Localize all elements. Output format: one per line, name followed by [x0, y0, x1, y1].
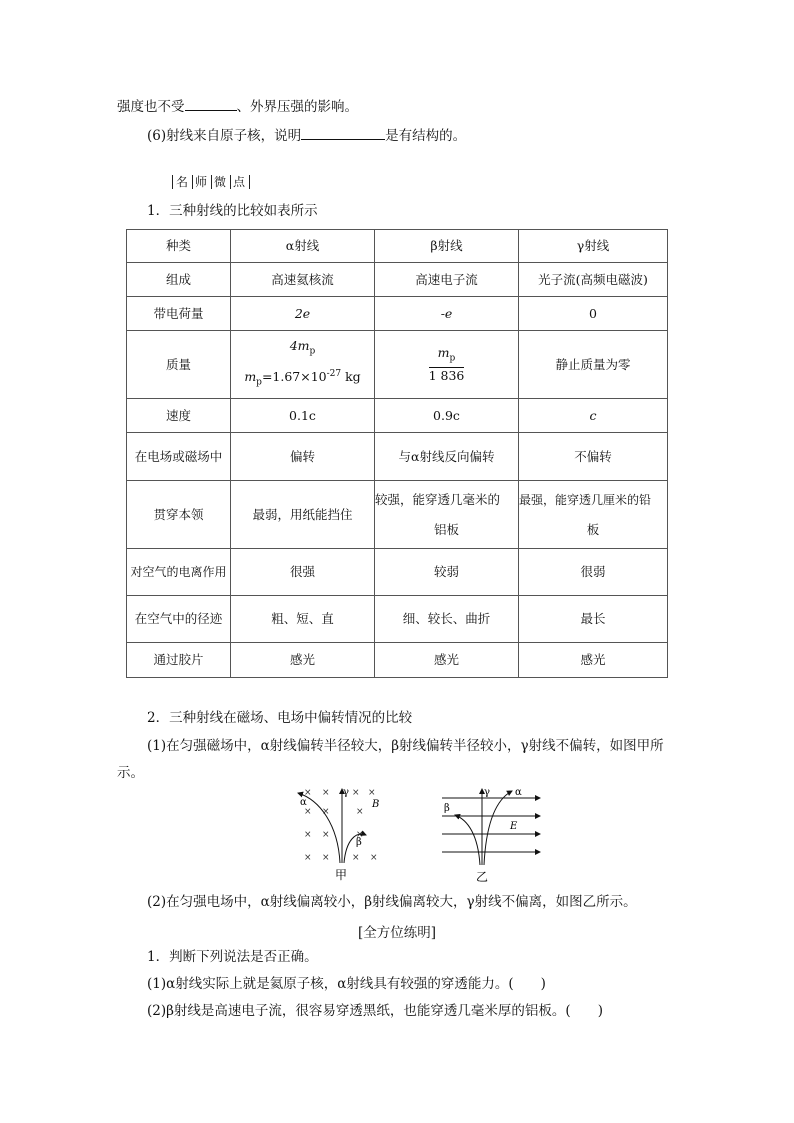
- para-2: (2)在匀强电场中，α射线偏离较小，β射线偏离较大，γ射线不偏离，如图乙所示。: [147, 894, 637, 910]
- table-cell: 高速氦核流: [231, 263, 375, 297]
- cell-line: 板: [586, 521, 600, 537]
- svg-text:×: ×: [368, 788, 376, 798]
- figure-caption-right: 乙: [476, 870, 489, 884]
- question-intro: 1．判断下列说法是否正确。: [147, 949, 318, 965]
- svg-text:×: ×: [356, 830, 364, 840]
- row-label: 速度: [127, 399, 231, 433]
- table-cell: 偏转: [231, 433, 375, 481]
- svg-text:×: ×: [322, 788, 330, 798]
- table-cell: 最弱，用纸能挡住: [231, 481, 375, 549]
- table-cell: [519, 481, 668, 549]
- table-header-row: [127, 230, 668, 263]
- svg-text:×: ×: [322, 807, 330, 817]
- beta-mass-cell: [375, 331, 519, 399]
- table-row-mass: [127, 331, 668, 399]
- table-row: [127, 643, 668, 678]
- mass-text: m: [244, 369, 257, 385]
- table-cell: 2e: [231, 297, 375, 331]
- svg-text:×: ×: [322, 853, 330, 863]
- table-cell: [375, 399, 519, 433]
- table-cell: -e: [375, 297, 519, 331]
- para-1-line-1: (1)在匀强磁场中，α射线偏转半径较大，β射线偏转半径较小，γ射线不偏转，如图甲所: [147, 738, 664, 754]
- fill-blank[interactable]: [185, 96, 237, 111]
- table-cell: 感光: [519, 643, 668, 678]
- intro-text: 、外界压强的影响。: [236, 99, 358, 115]
- alpha-label: α: [300, 797, 307, 808]
- table-cell: 0: [519, 297, 668, 331]
- mass-unit: kg: [345, 369, 361, 385]
- svg-text:×: ×: [352, 853, 360, 863]
- gamma-label: γ: [343, 787, 349, 798]
- tag-char: 微: [211, 175, 231, 189]
- svg-text:×: ×: [304, 853, 312, 863]
- gamma-label: γ: [484, 787, 490, 798]
- fraction-sub: p: [449, 353, 456, 364]
- table-cell: c: [519, 399, 668, 433]
- table-row: [127, 399, 668, 433]
- intro-text: (6)射线来自原子核，说明: [147, 128, 302, 144]
- practice-title: [全方位练明]: [357, 925, 437, 941]
- svg-text:×: ×: [370, 853, 378, 863]
- intro-line-1: [117, 96, 358, 116]
- para-1-line-2: 示。: [117, 765, 144, 781]
- table-cell: 较弱: [375, 549, 519, 596]
- svg-text:×: ×: [352, 788, 360, 798]
- tag-char: 点: [230, 175, 250, 189]
- svg-text:×: ×: [304, 830, 312, 840]
- field-E-label: E: [510, 821, 518, 832]
- fraction-den: 1 836: [428, 367, 465, 383]
- table-row: [127, 297, 668, 331]
- table-cell: 不偏转: [519, 433, 668, 481]
- row-label: 对空气的电离作用: [127, 549, 231, 596]
- mass-exp: -27: [326, 368, 342, 379]
- tag-char: 名: [172, 175, 193, 189]
- section-2-title: 2．三种射线在磁场、电场中偏转情况的比较: [147, 710, 413, 726]
- row-label: 质量: [127, 331, 231, 399]
- row-label: 在电场或磁场中: [127, 433, 231, 481]
- header-cell: 种类: [127, 230, 231, 263]
- question-1: (1)α射线实际上就是氦原子核，α射线具有较强的穿透能力。( ): [147, 976, 546, 992]
- intro-text: 强度也不受: [117, 99, 185, 115]
- fraction: [429, 345, 465, 384]
- table-row: [127, 549, 668, 596]
- mass-text: =1.67×10: [261, 369, 327, 385]
- deflection-figures: [290, 785, 550, 885]
- speed-text: 0.1c: [289, 407, 316, 423]
- beta-label: β: [356, 837, 362, 848]
- table-cell: 细、较长、曲折: [375, 596, 519, 643]
- svg-text:×: ×: [322, 830, 330, 840]
- svg-text:×: ×: [356, 807, 364, 817]
- row-label: 带电荷量: [127, 297, 231, 331]
- table-cell: 光子流(高频电磁波): [519, 263, 668, 297]
- speed-text: 0.9c: [433, 407, 460, 423]
- mass-sub: p: [256, 377, 262, 388]
- row-label: 组成: [127, 263, 231, 297]
- cell-line: 较强，能穿透几毫米的: [375, 491, 501, 507]
- table-cell: [231, 399, 375, 433]
- table-cell: 很弱: [519, 549, 668, 596]
- intro-line-2: [147, 125, 466, 145]
- table-cell: 高速电子流: [375, 263, 519, 297]
- magnetic-field-figure: [298, 787, 379, 882]
- table-row: [127, 433, 668, 481]
- alpha-label: α: [515, 787, 522, 798]
- svg-text:×: ×: [304, 807, 312, 817]
- section-1-title: 1．三种射线的比较如表所示: [147, 203, 318, 219]
- table-row-penetration: [127, 481, 668, 549]
- field-B-label: B: [372, 799, 380, 810]
- header-cell: α射线: [231, 230, 375, 263]
- row-label: 通过胶片: [127, 643, 231, 678]
- table-row: [127, 263, 668, 297]
- beta-ray-path: [455, 815, 480, 865]
- tag-char: 师: [192, 175, 212, 189]
- row-label: 贯穿本领: [127, 481, 231, 549]
- table-cell: 粗、短、直: [231, 596, 375, 643]
- table-cell: 与α射线反向偏转: [375, 433, 519, 481]
- intro-text: 是有结构的。: [385, 128, 467, 144]
- field-cross-marks: [304, 788, 378, 863]
- table-cell: 感光: [375, 643, 519, 678]
- ray-comparison-table: [126, 229, 668, 678]
- question-2: (2)β射线是高速电子流，很容易穿透黑纸，也能穿透几毫米厚的铝板。( ): [147, 1003, 603, 1019]
- header-cell: γ射线: [519, 230, 668, 263]
- table-cell: 最长: [519, 596, 668, 643]
- electric-field-figure: [442, 787, 540, 884]
- cell-line: 最强，能穿透几厘米的铅: [519, 492, 652, 507]
- svg-text:×: ×: [304, 788, 312, 798]
- mass-text: 4m: [289, 338, 310, 354]
- alpha-ray-path: [484, 791, 512, 865]
- fill-blank[interactable]: [301, 125, 385, 140]
- mass-sub: p: [309, 346, 316, 357]
- table-cell: [375, 481, 519, 549]
- figure-caption-left: 甲: [335, 868, 348, 882]
- cell-line: 铝板: [433, 521, 459, 537]
- table-row: [127, 596, 668, 643]
- beta-label: β: [444, 803, 450, 814]
- table-cell: 静止质量为零: [519, 331, 668, 399]
- table-cell: 感光: [231, 643, 375, 678]
- fraction-num: m: [437, 345, 450, 361]
- section-tag: [172, 175, 249, 189]
- row-label: 在空气中的径迹: [127, 596, 231, 643]
- header-cell: β射线: [375, 230, 519, 263]
- alpha-mass-cell: [231, 331, 375, 399]
- table-cell: 很强: [231, 549, 375, 596]
